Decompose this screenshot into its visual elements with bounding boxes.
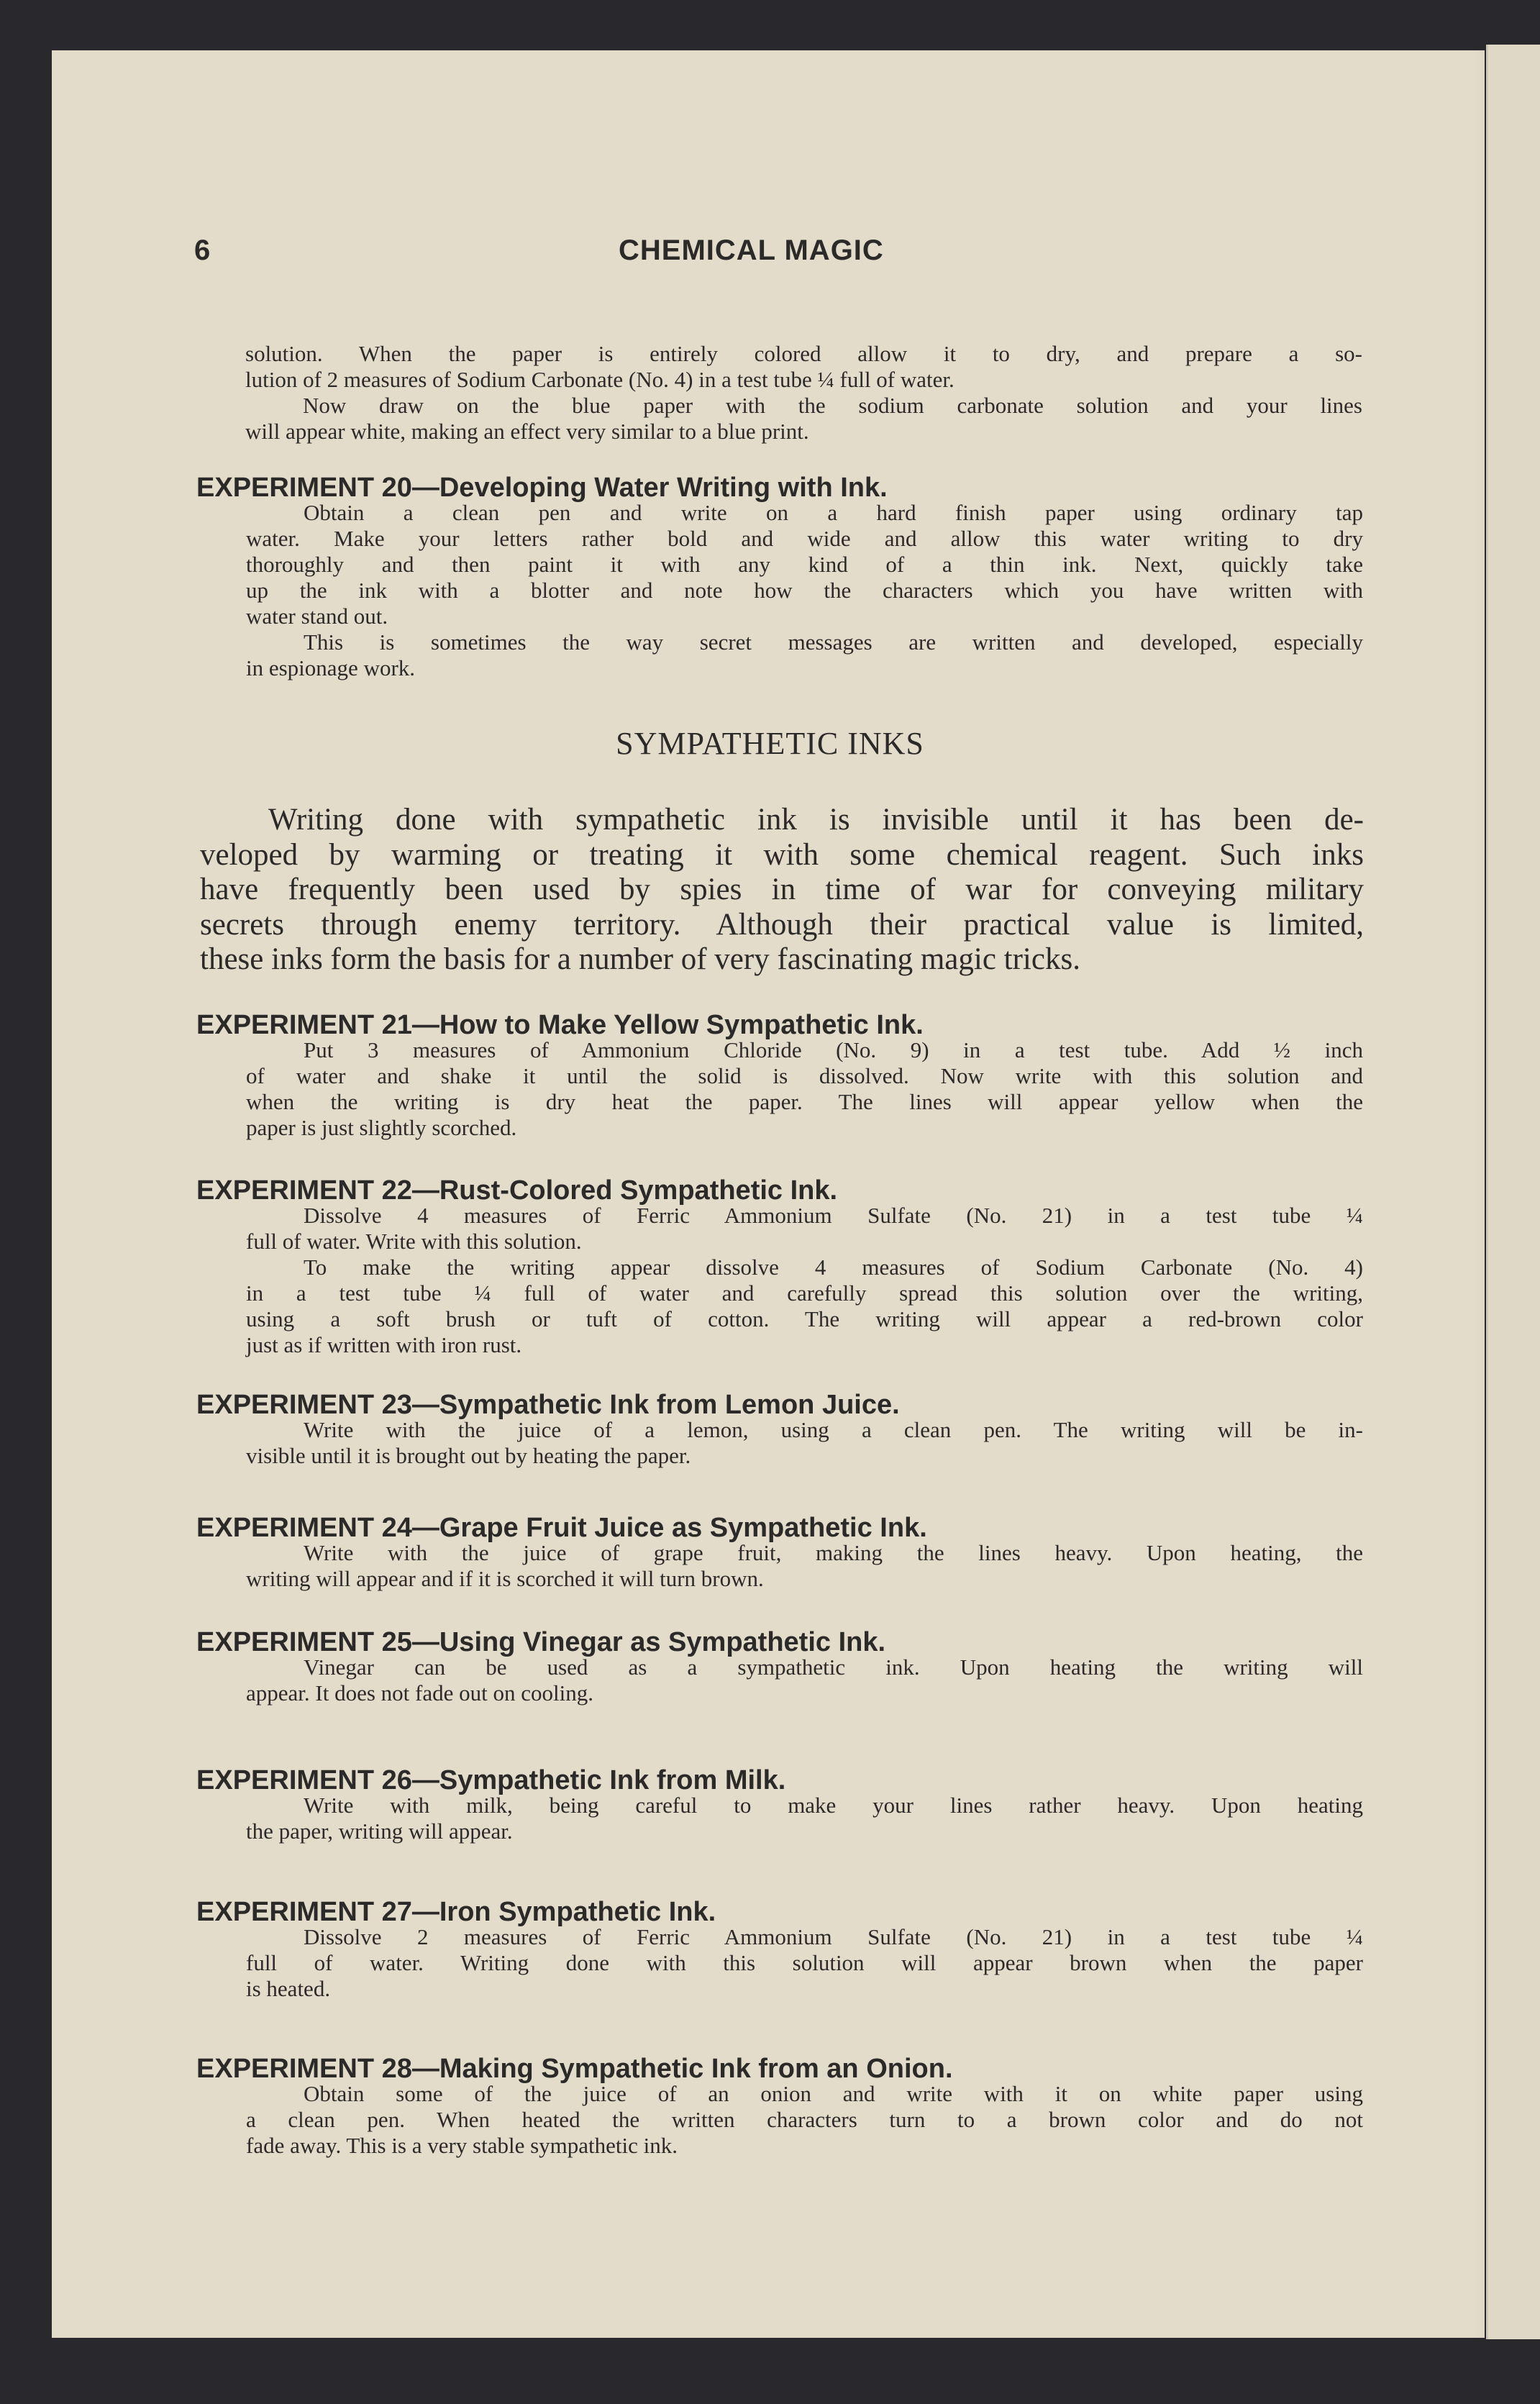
experiment-heading: EXPERIMENT 21—How to Make Yellow Sympathetic Ink. bbox=[196, 1010, 924, 1040]
text-line: have frequently been used by spies in time of war for conveying military bbox=[200, 873, 1364, 906]
experiment-heading: EXPERIMENT 27—Iron Sympathetic Ink. bbox=[196, 1897, 716, 1927]
facing-page-edge bbox=[1486, 45, 1540, 2339]
experiment-section bbox=[196, 1011, 1363, 1141]
text-line: lution of 2 measures of Sodium Carbonate (No. 4) in a test tube ¼ full of water. bbox=[245, 367, 954, 392]
paragraph bbox=[246, 1924, 1363, 2002]
text-line: a clean pen. When heated the written characters turn to a brown color and do not bbox=[246, 2107, 1363, 2132]
text-line: is heated. bbox=[246, 1976, 331, 2001]
experiment-heading: EXPERIMENT 23—Sympathetic Ink from Lemon Juice. bbox=[196, 1390, 900, 1420]
text-line: visible until it is brought out by heating the paper. bbox=[246, 1443, 691, 1468]
text-line: appear. It does not fade out on cooling. bbox=[246, 1680, 593, 1706]
experiment-body bbox=[246, 1540, 1363, 1592]
paragraph bbox=[246, 1037, 1363, 1141]
text-line: up the ink with a blotter and note how the characters which you have written with bbox=[246, 578, 1363, 603]
text-line: thoroughly and then paint it with any kind of a thin ink. Next, quickly take bbox=[246, 552, 1363, 577]
experiment-body bbox=[246, 2081, 1363, 2159]
text-line: solution. When the paper is entirely colored allow it to dry, and prepare a so- bbox=[245, 341, 1362, 366]
paragraph bbox=[246, 1417, 1363, 1469]
text-line: Obtain a clean pen and write on a hard finish paper using ordinary tap bbox=[304, 500, 1363, 525]
text-line: full of water. Writing done with this solution will appear brown when the paper bbox=[246, 1950, 1363, 1975]
text-line: these inks form the basis for a number of very fascinating magic tricks. bbox=[200, 942, 1080, 976]
text-line: Put 3 measures of Ammonium Chloride (No. 9) in a test tube. Add ½ inch bbox=[304, 1037, 1363, 1062]
intro-text bbox=[196, 341, 1363, 445]
experiment-section bbox=[196, 1628, 1363, 1706]
text-line: secrets through enemy territory. Although their practical value is limited, bbox=[200, 907, 1364, 942]
text-line: in a test tube ¼ full of water and carefully spread this solution over the writing, bbox=[246, 1280, 1363, 1306]
experiment-heading: EXPERIMENT 24—Grape Fruit Juice as Sympathetic Ink. bbox=[196, 1513, 927, 1543]
text-line: full of water. Write with this solution. bbox=[246, 1229, 582, 1254]
text-line: paper is just slightly scorched. bbox=[246, 1115, 517, 1140]
experiment-heading: EXPERIMENT 22—Rust-Colored Sympathetic Ink. bbox=[196, 1175, 838, 1206]
text-line: Write with the juice of a lemon, using a clean pen. The writing will be in- bbox=[304, 1417, 1363, 1442]
text-line: fade away. This is a very stable sympathetic ink. bbox=[246, 2133, 678, 2158]
text-line: Now draw on the blue paper with the sodium carbonate solution and your lines bbox=[303, 393, 1362, 418]
text-line: just as if written with iron rust. bbox=[246, 1332, 522, 1357]
paragraph bbox=[245, 393, 1362, 445]
experiment-heading: EXPERIMENT 20—Developing Water Writing with Ink. bbox=[196, 473, 888, 503]
text-line: writing will appear and if it is scorched it will turn brown. bbox=[246, 1566, 764, 1591]
text-line: veloped by warming or treating it with some chemical reagent. Such inks bbox=[200, 837, 1364, 872]
text-line: Vinegar can be used as a sympathetic ink. Upon heating the writing will bbox=[304, 1654, 1363, 1680]
text-line: Dissolve 4 measures of Ferric Ammonium Sulfate (No. 21) in a test tube ¼ bbox=[304, 1203, 1363, 1228]
text-line: This is sometimes the way secret messages are written and developed, especially bbox=[304, 629, 1363, 655]
experiment-section bbox=[196, 1390, 1363, 1469]
text-line: Writing done with sympathetic ink is invisible until it has been de- bbox=[268, 803, 1364, 837]
paragraph bbox=[246, 1255, 1363, 1358]
text-line: Dissolve 2 measures of Ferric Ammonium Sulfate (No. 21) in a test tube ¼ bbox=[304, 1924, 1363, 1949]
experiment-section bbox=[196, 1176, 1363, 1358]
paragraph bbox=[246, 500, 1363, 629]
experiment-body bbox=[246, 1417, 1363, 1469]
text-line: of water and shake it until the solid is dissolved. Now write with this solution and bbox=[246, 1063, 1363, 1088]
text-line: water. Make your letters rather bold and wide and allow this water writing to dry bbox=[246, 526, 1363, 551]
text-line: when the writing is dry heat the paper. The lines will appear yellow when the bbox=[246, 1089, 1363, 1114]
experiment-body bbox=[246, 500, 1363, 681]
experiment-section bbox=[196, 2054, 1363, 2159]
experiment-body bbox=[246, 1793, 1363, 1844]
text-line: the paper, writing will appear. bbox=[246, 1818, 513, 1844]
text-line: water stand out. bbox=[246, 604, 388, 629]
running-title: CHEMICAL MAGIC bbox=[619, 235, 884, 266]
experiment-heading: EXPERIMENT 26—Sympathetic Ink from Milk. bbox=[196, 1765, 786, 1795]
page-number: 6 bbox=[194, 235, 211, 266]
paragraph bbox=[246, 1793, 1363, 1844]
experiment-body bbox=[246, 1654, 1363, 1706]
text-line: using a soft brush or tuft of cotton. The writing will appear a red-brown color bbox=[246, 1306, 1363, 1331]
paragraph bbox=[246, 1540, 1363, 1592]
section-intro bbox=[200, 803, 1364, 978]
text-line: Obtain some of the juice of an onion and write with it on white paper using bbox=[304, 2081, 1363, 2106]
experiment-body bbox=[246, 1924, 1363, 2002]
experiment-body bbox=[246, 1203, 1363, 1358]
text-line: Write with milk, being careful to make your lines rather heavy. Upon heating bbox=[304, 1793, 1363, 1818]
experiment-heading: EXPERIMENT 28—Making Sympathetic Ink from an Onion. bbox=[196, 2054, 953, 2084]
experiment-body bbox=[246, 1037, 1363, 1141]
experiment-section bbox=[196, 1513, 1363, 1592]
text-line: will appear white, making an effect very similar to a blue print. bbox=[245, 419, 809, 444]
paragraph bbox=[246, 1654, 1363, 1706]
text-line: in espionage work. bbox=[246, 655, 416, 680]
experiment-section bbox=[196, 1898, 1363, 2002]
paragraph bbox=[245, 341, 1362, 393]
text-line: To make the writing appear dissolve 4 measures of Sodium Carbonate (No. 4) bbox=[304, 1255, 1363, 1280]
experiment-heading: EXPERIMENT 25—Using Vinegar as Sympathetic Ink. bbox=[196, 1627, 886, 1657]
paragraph bbox=[200, 803, 1364, 978]
paragraph bbox=[246, 629, 1363, 681]
text-line: Write with the juice of grape fruit, making the lines heavy. Upon heating, the bbox=[304, 1540, 1363, 1565]
paragraph bbox=[246, 2081, 1363, 2159]
experiment-section bbox=[196, 1766, 1363, 1844]
experiment-section bbox=[196, 473, 1363, 681]
paragraph bbox=[246, 1203, 1363, 1255]
section-title: SYMPATHETIC INKS bbox=[616, 726, 924, 761]
